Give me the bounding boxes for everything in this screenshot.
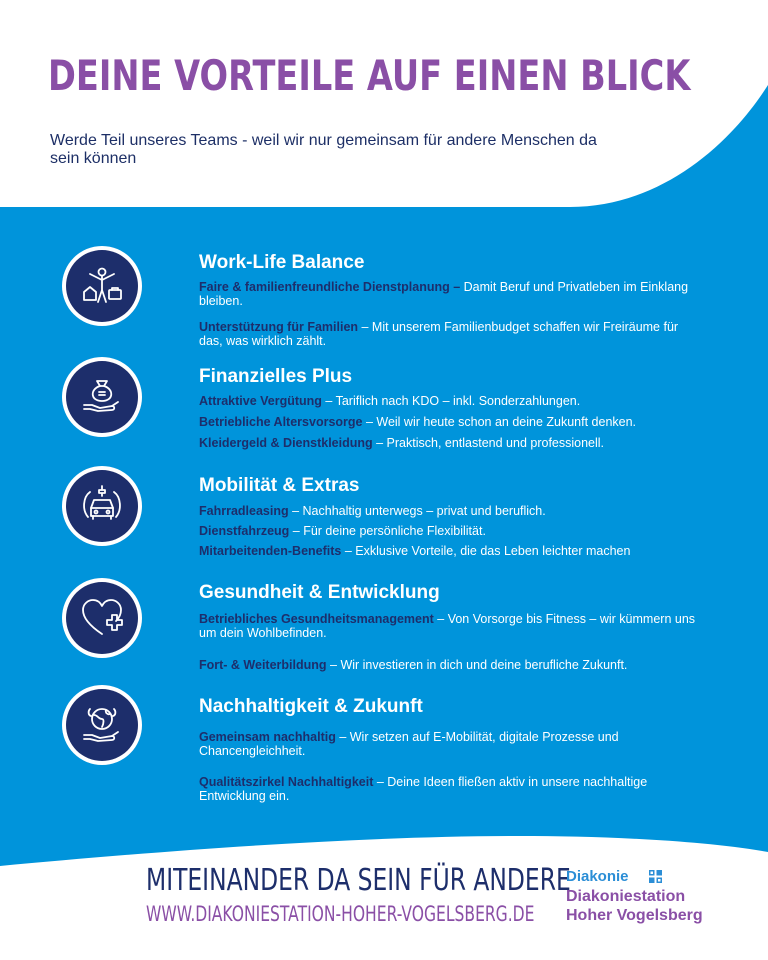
benefit-text: – Nachhaltig unterwegs – privat und beruflich.: [288, 504, 546, 518]
benefit-text: – Für deine persönliche Flexibilität.: [289, 524, 486, 538]
heart-cross-icon: [80, 596, 124, 640]
logo-organization-line2: Hoher Vogelsberg: [566, 907, 703, 924]
logo-organization-line1: Diakoniestation: [566, 888, 686, 905]
money-hand-icon: [80, 375, 124, 419]
benefit-item: [199, 544, 699, 558]
icon-badge: [62, 466, 142, 546]
benefit-label: Gemeinsam nachhaltig: [199, 730, 336, 744]
benefit-item: [199, 504, 699, 518]
benefit-item: [199, 320, 699, 348]
section-title: Nachhaltigkeit & Zukunft: [199, 696, 423, 717]
benefit-label: Qualitätszirkel Nachhaltigkeit: [199, 775, 374, 789]
page-subtitle: Werde Teil unseres Teams - weil wir nur gemeinsam für andere Menschen da sein können: [50, 132, 597, 167]
section-title: Gesundheit & Entwicklung: [199, 582, 440, 603]
benefit-label: Unterstützung für Familien: [199, 320, 359, 334]
benefit-text: – Exklusive Vorteile, die das Leben leichter machen: [341, 544, 631, 558]
benefit-item: [199, 730, 699, 758]
electric-car-icon: [80, 484, 124, 528]
benefit-text: – Deine Ideen fließen aktiv in unsere nachhaltige Entwicklung ein.: [199, 775, 648, 803]
footer-slogan: MITEINANDER DA SEIN FÜR ANDERE: [146, 863, 571, 898]
benefit-item: [199, 394, 699, 408]
benefit-text: – Weil wir heute schon an deine Zukunft denken.: [362, 415, 637, 429]
benefit-label: Mitarbeitenden-Benefits: [199, 544, 342, 558]
benefit-item: [199, 436, 699, 450]
benefit-item: [199, 524, 699, 538]
page-title: DEINE VORTEILE AUF EINEN BLICK: [48, 51, 691, 100]
benefit-label: Dienstfahrzeug: [199, 524, 290, 538]
icon-badge: [62, 578, 142, 658]
benefit-label: Betriebliche Altersvorsorge: [199, 415, 363, 429]
icon-badge: [62, 246, 142, 326]
benefit-text: Damit Beruf und Privatleben im Einklang bleiben.: [199, 280, 689, 308]
section-title: Finanzielles Plus: [199, 366, 353, 387]
section-title: Work-Life Balance: [199, 252, 365, 273]
icon-badge: [62, 357, 142, 437]
benefit-text: – Mit unserem Familienbudget schaffen wir Freiräume für das, was wirklich zählt.: [199, 320, 679, 348]
diakonie-logo-brand: Diakonie: [566, 868, 629, 885]
benefit-label: Fort- & Weiterbildung: [199, 658, 327, 672]
footer-website-link[interactable]: WWW.DIAKONIESTATION-HOHER-VOGELSBERG.DE: [146, 902, 535, 926]
benefit-text: – Wir investieren in dich und deine berufliche Zukunft.: [326, 658, 628, 672]
benefit-text: – Praktisch, entlastend und professionell.: [372, 436, 605, 450]
family-balance-icon: [80, 264, 124, 308]
benefit-item: [199, 775, 699, 803]
benefit-item: [199, 280, 699, 308]
benefit-text: – Tariflich nach KDO – inkl. Sonderzahlungen.: [321, 394, 581, 408]
globe-hand-icon: [80, 703, 124, 747]
benefit-item: [199, 415, 699, 429]
icon-badge: [62, 685, 142, 765]
benefit-text: – Von Vorsorge bis Fitness – wir kümmern uns um dein Wohlbefinden.: [199, 612, 696, 640]
benefit-item: [199, 658, 699, 672]
benefit-text: – Wir setzen auf E-Mobilität, digitale Prozesse und Chancengleichheit.: [199, 730, 619, 758]
diakonie-cross-icon: [649, 870, 662, 883]
benefit-label: Attraktive Vergütung: [199, 394, 322, 408]
benefit-label: Betriebliches Gesundheitsmanagement: [199, 612, 434, 626]
benefit-label: Fahrradleasing: [199, 504, 289, 518]
benefit-label: Faire & familienfreundliche Dienstplanung –: [199, 280, 461, 294]
benefit-item: [199, 612, 699, 640]
benefit-label: Kleidergeld & Dienstkleidung: [199, 436, 373, 450]
section-title: Mobilität & Extras: [199, 475, 360, 496]
